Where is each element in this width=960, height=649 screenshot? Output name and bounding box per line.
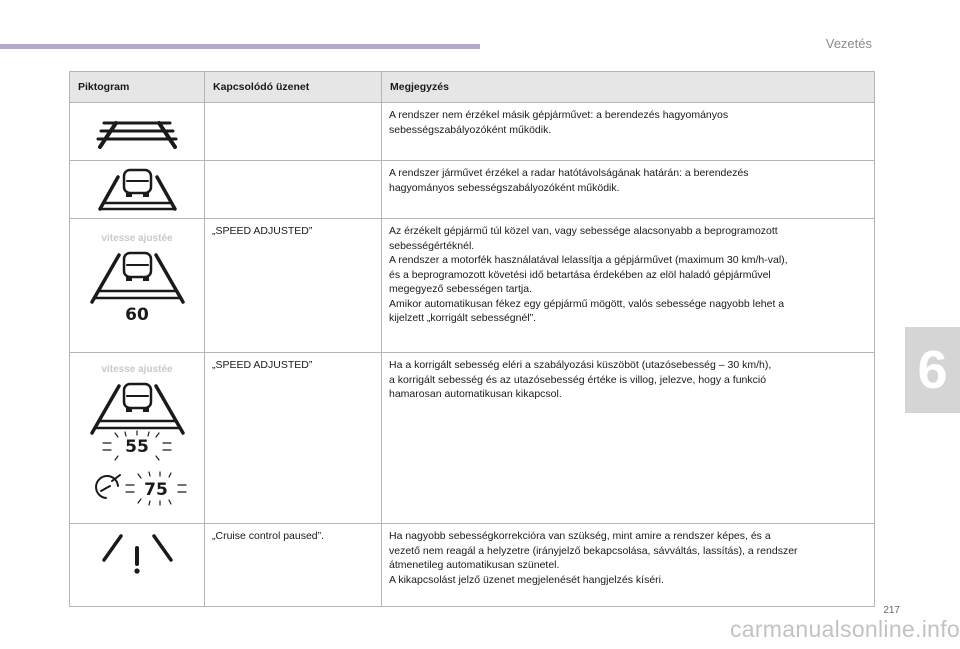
note-line: sebességszabályozóként működik.: [389, 123, 552, 136]
note-line: hagyományos sebességszabályozóként működik.: [389, 181, 620, 194]
exclamation-dot: [134, 568, 139, 573]
table-row: [70, 524, 875, 607]
speed-adjusted-label: vitesse ajustée: [101, 233, 173, 244]
note-line: sebességértéknél.: [389, 239, 475, 252]
chapter-tab: [905, 327, 960, 413]
note-line: és a beprogramozott követési idő betartása érdekében az elöl haladó gépjárművel: [389, 268, 771, 281]
page-number: 217: [883, 605, 900, 616]
speed-adjusted-label: vitesse ajustée: [101, 364, 173, 375]
note-line: átmenetileg automatikusan szünetel.: [389, 559, 560, 571]
header-pictogram: Piktogram: [70, 72, 205, 103]
cruise-control-icon: [96, 475, 120, 498]
table-row: [70, 219, 875, 353]
note-line: vezető nem reagál a helyzetre (irányjelző bekapcsolása, sávváltás, lassítás), a rendszer: [389, 544, 798, 557]
header-accent-bar: [0, 44, 480, 49]
pictogram-cell: [70, 161, 205, 219]
header-message: Kapcsolódó üzenet: [205, 72, 382, 103]
notes-cell: [382, 219, 875, 353]
notes-cell: [382, 524, 875, 607]
table-header-row: [70, 72, 875, 103]
watermark: carmanualsonline.info: [729, 616, 960, 642]
note-line: Ha a korrigált sebesség eléri a szabályozási küszöböt (utazósebesség – 30 km/h),: [389, 359, 772, 371]
note-line: Ha nagyobb sebességkorrekcióra van szükség, mint amire a rendszer képes, és a: [389, 530, 771, 542]
adjusted-speed-value: 55: [125, 437, 149, 457]
note-line: A rendszer a motorfék használatával lelassítja a gépjárművet (maximum 30 km/h-val),: [389, 254, 788, 266]
note-line: Amikor automatikusan fékez egy gépjármű mögött, valós sebessége nagyobb lehet a: [389, 297, 785, 310]
pictogram-cell: [70, 103, 205, 161]
table-row: [70, 103, 875, 161]
message-cell: „SPEED ADJUSTED”: [205, 353, 382, 524]
pictogram-cell: [70, 524, 205, 607]
note-line: A rendszer nem érzékel másik gépjárművet: a berendezés hagyományos: [389, 109, 729, 121]
cruise-speed-value: 75: [144, 480, 168, 500]
note-line: hamarosan automatikusan kikapcsol.: [389, 388, 562, 400]
note-line: a korrigált sebesség és az utazósebesség értéke is villog, jelezve, hogy a funkció: [389, 373, 767, 386]
message-cell: [205, 161, 382, 219]
note-line: A rendszer járművet érzékel a radar hatótávolságának határán: a berendezés: [389, 167, 749, 179]
vehicle-detected-icon: [70, 161, 205, 217]
notes-cell: [382, 103, 875, 161]
adjusted-speed-value: 60: [125, 305, 149, 325]
pictogram-table: [69, 71, 875, 607]
message-cell: „SPEED ADJUSTED”: [205, 219, 382, 353]
speed-adjusted-blinking-icon: [70, 353, 205, 521]
note-line: kijelzett „korrigált sebességnél”.: [389, 312, 537, 324]
chapter-number: 6: [917, 340, 948, 400]
message-cell: „Cruise control paused”.: [205, 524, 382, 607]
table-row: [70, 353, 875, 524]
lane-lines-icon: [70, 103, 205, 159]
table-row: [70, 161, 875, 219]
message-cell: [205, 103, 382, 161]
pictogram-cell: [70, 353, 205, 524]
notes-cell: [382, 161, 875, 219]
header-notes: Megjegyzés: [382, 72, 875, 103]
note-line: megegyező sebességen tartja.: [389, 283, 533, 295]
section-title: Vezetés: [825, 36, 872, 51]
speed-adjusted-icon: [70, 219, 205, 345]
pictogram-cell: [70, 219, 205, 353]
note-line: A kikapcsolást jelző üzenet megjelenését hangjelzés kíséri.: [389, 573, 664, 586]
cruise-paused-warning-icon: [70, 524, 205, 604]
notes-cell: [382, 353, 875, 524]
note-line: Az érzékelt gépjármű túl közel van, vagy sebessége alacsonyabb a beprogramozott: [389, 225, 778, 237]
